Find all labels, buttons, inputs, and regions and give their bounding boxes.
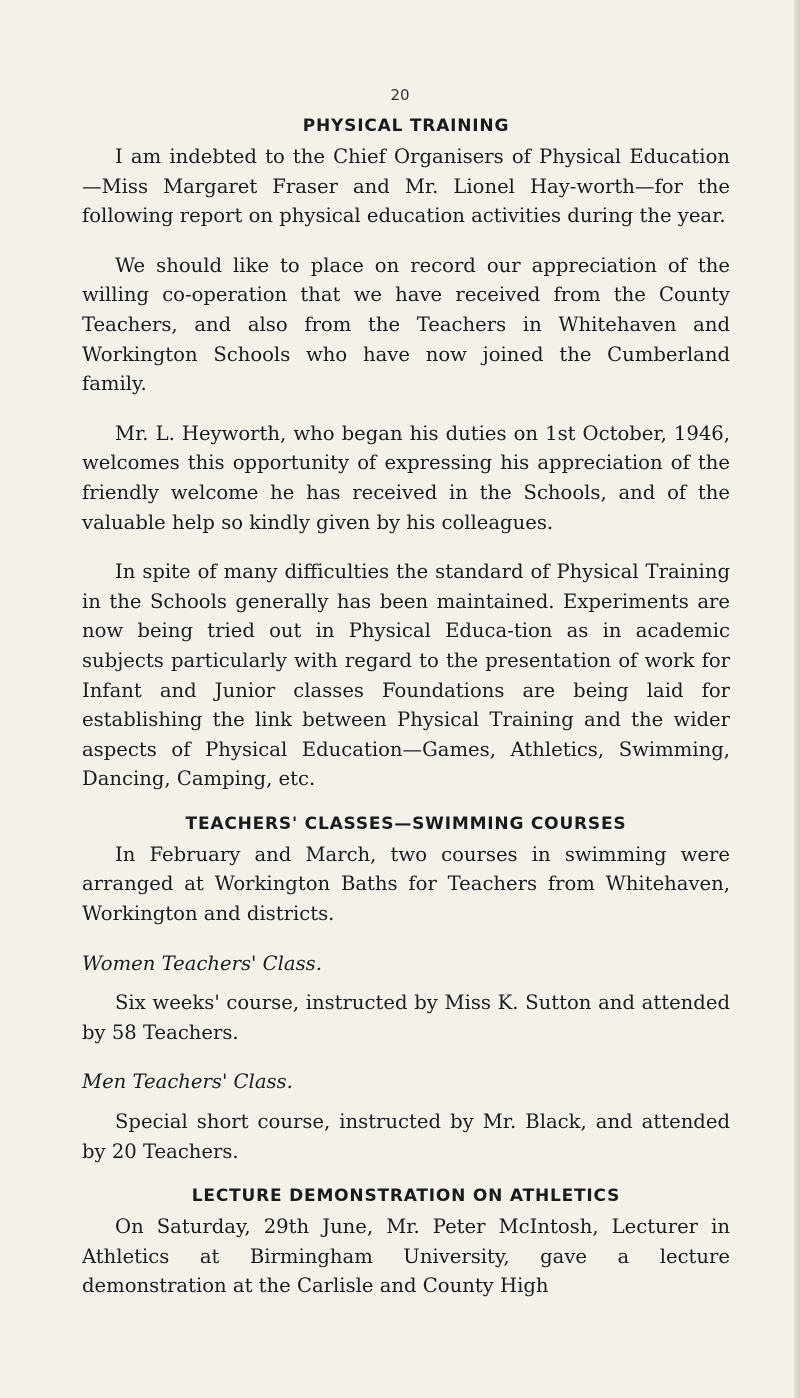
paragraph-appreciation: We should like to place on record our appreciation of the willing co-operation that we have received from the County Teachers, and also from the Teachers in Whitehaven and Workington Schools who have now joined the Cumberland family.	[82, 253, 730, 396]
paragraph-acknowledgement: I am indebted to the Chief Organisers of Physical Education—Miss Margaret Fraser and Mr. Lionel Hay-worth—for the following report on physical education activities during the year.	[82, 145, 730, 228]
paragraph-standards: In spite of many difficulties the standard of Physical Training in the Schools generally has been maintained. Experiments are now being tried out in Physical Educa-tion as in academic subjects particularly with regard to the presentation of work for Infant and Junior classes Foundations are being laid for establishing the link between Physical Training and the wider aspects of Physical Education—Games, Athletics, Swimming, Dancing, Camping, etc.	[82, 560, 730, 791]
swimming-intro: In February and March, two courses in swimming were arranged at Workington Baths for Teachers from Whitehaven, Workington and districts.	[82, 842, 730, 926]
women-class-text: Six weeks' course, instructed by Miss K. Sutton and attended by 58 Teachers.	[82, 991, 730, 1044]
athletics-section-title: LECTURE DEMONSTRATION ON ATHLETICS	[191, 1186, 621, 1207]
athletics-text: On Saturday, 29th June, Mr. Peter McIntosh, Lecturer in Athletics at Birmingham University, gave a lecture demonstration at the Carlisle and County High	[82, 1215, 730, 1298]
swimming-section-title: TEACHERS' CLASSES—SWIMMING COURSES	[185, 813, 627, 834]
section-title: PHYSICAL TRAINING	[302, 116, 510, 136]
men-class-text: Special short course, instructed by Mr. Black, and attended by 20 Teachers.	[82, 1110, 730, 1163]
paragraph-heyworth: Mr. L. Heyworth, who began his duties on 1st October, 1946, welcomes this opportunity of expressing his appreciation of the friendly welcome he has received in the Schools, and of the valuable help so kindly given by his colleagues.	[82, 421, 730, 534]
men-class-heading: Men Teachers' Class.	[82, 1070, 293, 1094]
page-number: 20	[390, 86, 410, 104]
women-class-heading: Women Teachers' Class.	[82, 951, 322, 975]
